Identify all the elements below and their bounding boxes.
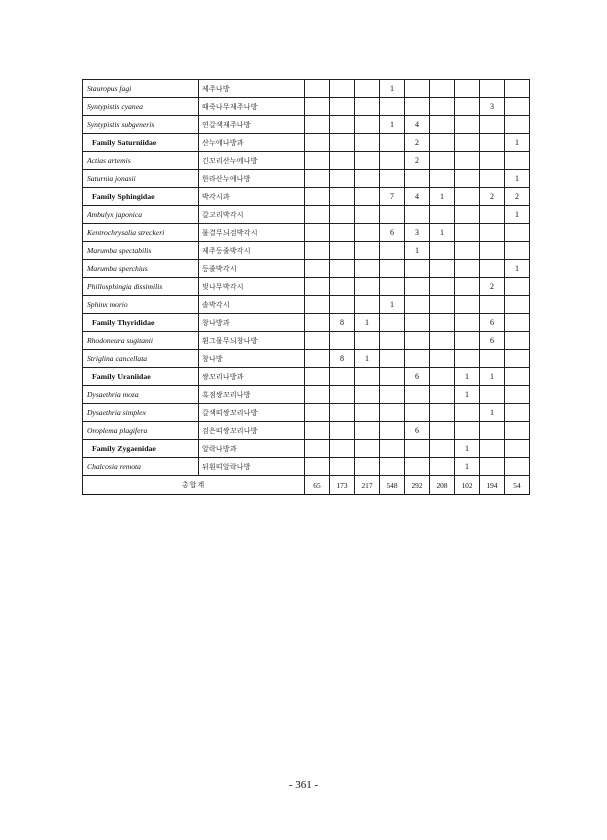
korean-name: 휜그물무늬창나방 bbox=[199, 332, 305, 350]
korean-name: 검은띠쌍꼬리나방 bbox=[199, 422, 305, 440]
count-cell bbox=[405, 332, 430, 350]
species-row bbox=[83, 98, 530, 116]
count-cell bbox=[305, 368, 330, 386]
count-cell bbox=[455, 206, 480, 224]
species-row bbox=[83, 332, 530, 350]
family-name: Family Thyrididae bbox=[83, 314, 199, 332]
scientific-name: Actias artemis bbox=[83, 152, 199, 170]
count-cell bbox=[505, 440, 530, 458]
count-cell bbox=[455, 260, 480, 278]
korean-name: 창나방 bbox=[199, 350, 305, 368]
count-cell bbox=[505, 314, 530, 332]
count-cell bbox=[430, 350, 455, 368]
count-cell bbox=[455, 80, 480, 98]
count-cell bbox=[380, 368, 405, 386]
korean-name: 산누에나방과 bbox=[199, 134, 305, 152]
count-cell bbox=[305, 350, 330, 368]
count-cell bbox=[305, 314, 330, 332]
count-cell: 6 bbox=[380, 224, 405, 242]
count-cell bbox=[405, 80, 430, 98]
scientific-name: Rhodoneura sugitanii bbox=[83, 332, 199, 350]
total-cell: 217 bbox=[355, 476, 380, 495]
count-cell bbox=[305, 116, 330, 134]
count-cell bbox=[505, 332, 530, 350]
count-cell: 1 bbox=[455, 458, 480, 476]
count-cell bbox=[355, 206, 380, 224]
total-cell: 173 bbox=[330, 476, 355, 495]
count-cell bbox=[355, 170, 380, 188]
korean-name: 벚나무박각시 bbox=[199, 278, 305, 296]
count-cell bbox=[405, 98, 430, 116]
count-cell bbox=[430, 260, 455, 278]
count-cell bbox=[305, 440, 330, 458]
count-cell bbox=[380, 386, 405, 404]
count-cell bbox=[330, 170, 355, 188]
total-cell: 292 bbox=[405, 476, 430, 495]
korean-name: 갈색띠쌍꼬리나방 bbox=[199, 404, 305, 422]
count-cell bbox=[480, 170, 505, 188]
count-cell bbox=[380, 170, 405, 188]
korean-name: 흑점쌍꼬리나방 bbox=[199, 386, 305, 404]
count-cell bbox=[355, 242, 380, 260]
count-cell bbox=[355, 116, 380, 134]
count-cell bbox=[330, 80, 355, 98]
count-cell bbox=[480, 242, 505, 260]
count-cell bbox=[405, 278, 430, 296]
count-cell bbox=[430, 368, 455, 386]
count-cell bbox=[380, 440, 405, 458]
count-cell: 6 bbox=[480, 332, 505, 350]
count-cell bbox=[505, 404, 530, 422]
scientific-name: Marumba spectabilis bbox=[83, 242, 199, 260]
count-cell bbox=[505, 458, 530, 476]
scientific-name: Dysaethria moza bbox=[83, 386, 199, 404]
count-cell: 1 bbox=[455, 368, 480, 386]
scientific-name: Sphinx morio bbox=[83, 296, 199, 314]
count-cell bbox=[380, 242, 405, 260]
korean-name: 물결무늬검박각시 bbox=[199, 224, 305, 242]
count-cell bbox=[355, 422, 380, 440]
total-cell: 194 bbox=[480, 476, 505, 495]
count-cell bbox=[305, 170, 330, 188]
count-cell bbox=[305, 296, 330, 314]
count-cell bbox=[355, 152, 380, 170]
count-cell bbox=[305, 152, 330, 170]
count-cell: 1 bbox=[355, 350, 380, 368]
scientific-name: Kentrochrysalia streckeri bbox=[83, 224, 199, 242]
count-cell bbox=[355, 332, 380, 350]
count-cell bbox=[355, 134, 380, 152]
korean-name: 알락나방과 bbox=[199, 440, 305, 458]
count-cell bbox=[380, 152, 405, 170]
count-cell bbox=[380, 134, 405, 152]
count-cell bbox=[455, 242, 480, 260]
scientific-name: Marumba sperchius bbox=[83, 260, 199, 278]
count-cell: 4 bbox=[405, 188, 430, 206]
count-cell bbox=[480, 350, 505, 368]
count-cell bbox=[430, 314, 455, 332]
count-cell bbox=[505, 116, 530, 134]
count-cell bbox=[305, 458, 330, 476]
count-cell bbox=[305, 404, 330, 422]
count-cell bbox=[330, 440, 355, 458]
count-cell: 1 bbox=[355, 314, 380, 332]
total-label: 총합계 bbox=[83, 476, 305, 495]
scientific-name: Saturnia jonasii bbox=[83, 170, 199, 188]
korean-name: 긴꼬리산누에나방 bbox=[199, 152, 305, 170]
species-row bbox=[83, 296, 530, 314]
count-cell bbox=[405, 440, 430, 458]
count-cell bbox=[405, 170, 430, 188]
count-cell bbox=[330, 98, 355, 116]
species-row bbox=[83, 278, 530, 296]
count-cell bbox=[355, 386, 380, 404]
count-cell bbox=[480, 224, 505, 242]
count-cell bbox=[405, 260, 430, 278]
count-cell bbox=[380, 278, 405, 296]
count-cell bbox=[330, 458, 355, 476]
count-cell bbox=[330, 422, 355, 440]
count-cell bbox=[480, 206, 505, 224]
count-cell bbox=[430, 116, 455, 134]
korean-name: 한라산누에나방 bbox=[199, 170, 305, 188]
family-row bbox=[83, 134, 530, 152]
count-cell bbox=[480, 386, 505, 404]
species-row bbox=[83, 350, 530, 368]
count-cell: 1 bbox=[505, 206, 530, 224]
count-cell bbox=[330, 224, 355, 242]
count-cell bbox=[330, 260, 355, 278]
total-cell: 65 bbox=[305, 476, 330, 495]
count-cell bbox=[505, 350, 530, 368]
count-cell bbox=[430, 404, 455, 422]
species-row bbox=[83, 386, 530, 404]
scientific-name: Chalcosia remota bbox=[83, 458, 199, 476]
count-cell bbox=[505, 386, 530, 404]
count-cell bbox=[480, 440, 505, 458]
count-cell: 2 bbox=[505, 188, 530, 206]
count-cell bbox=[380, 422, 405, 440]
count-cell bbox=[305, 386, 330, 404]
count-cell bbox=[505, 278, 530, 296]
species-row bbox=[83, 422, 530, 440]
count-cell bbox=[330, 134, 355, 152]
count-cell bbox=[355, 188, 380, 206]
count-cell bbox=[430, 170, 455, 188]
family-row bbox=[83, 440, 530, 458]
count-cell bbox=[330, 116, 355, 134]
count-cell bbox=[355, 458, 380, 476]
count-cell bbox=[480, 80, 505, 98]
species-row bbox=[83, 80, 530, 98]
count-cell: 1 bbox=[380, 116, 405, 134]
count-cell bbox=[455, 332, 480, 350]
korean-name: 제주나방 bbox=[199, 80, 305, 98]
count-cell: 1 bbox=[505, 260, 530, 278]
count-cell bbox=[355, 440, 380, 458]
count-cell bbox=[380, 206, 405, 224]
count-cell bbox=[430, 152, 455, 170]
count-cell: 1 bbox=[430, 224, 455, 242]
count-cell bbox=[330, 206, 355, 224]
korean-name: 창나방과 bbox=[199, 314, 305, 332]
count-cell: 2 bbox=[405, 134, 430, 152]
family-name: Family Uraniidae bbox=[83, 368, 199, 386]
count-cell bbox=[305, 80, 330, 98]
species-row bbox=[83, 242, 530, 260]
count-cell bbox=[430, 278, 455, 296]
korean-name: 갈고리박각시 bbox=[199, 206, 305, 224]
count-cell bbox=[305, 260, 330, 278]
count-cell bbox=[355, 260, 380, 278]
count-cell bbox=[505, 242, 530, 260]
korean-name: 뒤흰띠알락나방 bbox=[199, 458, 305, 476]
count-cell bbox=[480, 422, 505, 440]
count-cell bbox=[330, 332, 355, 350]
count-cell bbox=[455, 134, 480, 152]
total-cell: 54 bbox=[505, 476, 530, 495]
count-cell: 8 bbox=[330, 314, 355, 332]
count-cell bbox=[430, 98, 455, 116]
korean-name: 연갈색재주나방 bbox=[199, 116, 305, 134]
count-cell bbox=[455, 188, 480, 206]
count-cell: 1 bbox=[380, 296, 405, 314]
count-cell bbox=[505, 368, 530, 386]
count-cell: 2 bbox=[405, 152, 430, 170]
count-cell bbox=[405, 206, 430, 224]
korean-name: 등줄박각시 bbox=[199, 260, 305, 278]
count-cell bbox=[480, 260, 505, 278]
count-cell bbox=[355, 296, 380, 314]
page-number: - 361 - bbox=[288, 779, 319, 791]
count-cell bbox=[430, 206, 455, 224]
count-cell bbox=[330, 404, 355, 422]
species-row bbox=[83, 170, 530, 188]
count-cell: 2 bbox=[480, 188, 505, 206]
count-cell bbox=[405, 386, 430, 404]
scientific-name: Syntypistis cyanea bbox=[83, 98, 199, 116]
count-cell bbox=[430, 386, 455, 404]
count-cell bbox=[330, 368, 355, 386]
count-cell bbox=[480, 458, 505, 476]
count-cell bbox=[480, 152, 505, 170]
count-cell bbox=[405, 350, 430, 368]
count-cell bbox=[305, 332, 330, 350]
species-row bbox=[83, 404, 530, 422]
count-cell: 1 bbox=[430, 188, 455, 206]
count-cell bbox=[305, 224, 330, 242]
count-cell bbox=[355, 404, 380, 422]
count-cell bbox=[330, 278, 355, 296]
scientific-name: Phillosphingia dissimilis bbox=[83, 278, 199, 296]
count-cell bbox=[405, 404, 430, 422]
count-cell bbox=[305, 206, 330, 224]
count-cell bbox=[455, 98, 480, 116]
count-cell: 4 bbox=[405, 116, 430, 134]
count-cell: 1 bbox=[505, 170, 530, 188]
count-cell: 1 bbox=[480, 368, 505, 386]
count-cell: 6 bbox=[405, 368, 430, 386]
count-cell: 2 bbox=[480, 278, 505, 296]
count-cell bbox=[505, 152, 530, 170]
count-cell bbox=[305, 422, 330, 440]
total-cell: 208 bbox=[430, 476, 455, 495]
count-cell bbox=[355, 98, 380, 116]
count-cell bbox=[330, 296, 355, 314]
count-cell bbox=[505, 296, 530, 314]
count-cell bbox=[480, 134, 505, 152]
species-row bbox=[83, 152, 530, 170]
count-cell bbox=[330, 386, 355, 404]
korean-name: 제주등줄박각시 bbox=[199, 242, 305, 260]
count-cell bbox=[380, 332, 405, 350]
count-cell bbox=[455, 116, 480, 134]
count-cell: 1 bbox=[380, 80, 405, 98]
species-row bbox=[83, 206, 530, 224]
family-name: Family Saturniidae bbox=[83, 134, 199, 152]
count-cell bbox=[455, 314, 480, 332]
count-cell bbox=[380, 458, 405, 476]
count-cell bbox=[430, 242, 455, 260]
count-cell bbox=[505, 80, 530, 98]
total-row bbox=[83, 476, 530, 495]
count-cell: 3 bbox=[480, 98, 505, 116]
scientific-name: Stauropus fagi bbox=[83, 80, 199, 98]
count-cell: 7 bbox=[380, 188, 405, 206]
korean-name: 쌍꼬리나방과 bbox=[199, 368, 305, 386]
scientific-name: Dysaethria simplex bbox=[83, 404, 199, 422]
korean-name: 박각시과 bbox=[199, 188, 305, 206]
table-body bbox=[83, 80, 530, 495]
count-cell bbox=[430, 440, 455, 458]
family-row bbox=[83, 314, 530, 332]
species-row bbox=[83, 458, 530, 476]
count-cell bbox=[330, 188, 355, 206]
species-row bbox=[83, 260, 530, 278]
count-cell bbox=[455, 296, 480, 314]
count-cell: 1 bbox=[405, 242, 430, 260]
count-cell bbox=[305, 98, 330, 116]
count-cell bbox=[430, 422, 455, 440]
total-cell: 102 bbox=[455, 476, 480, 495]
count-cell bbox=[380, 314, 405, 332]
count-cell bbox=[455, 170, 480, 188]
korean-name: 솔박각시 bbox=[199, 296, 305, 314]
count-cell: 6 bbox=[480, 314, 505, 332]
count-cell bbox=[355, 278, 380, 296]
total-cell: 548 bbox=[380, 476, 405, 495]
count-cell bbox=[505, 224, 530, 242]
scientific-name: Striglina cancellata bbox=[83, 350, 199, 368]
count-cell: 1 bbox=[455, 440, 480, 458]
count-cell bbox=[405, 314, 430, 332]
count-cell bbox=[455, 278, 480, 296]
count-cell bbox=[380, 404, 405, 422]
family-row bbox=[83, 368, 530, 386]
count-cell: 6 bbox=[405, 422, 430, 440]
family-name: Family Sphingidae bbox=[83, 188, 199, 206]
count-cell bbox=[355, 224, 380, 242]
count-cell bbox=[505, 98, 530, 116]
korean-name: 때죽나무재주나방 bbox=[199, 98, 305, 116]
count-cell bbox=[455, 422, 480, 440]
count-cell bbox=[330, 152, 355, 170]
count-cell bbox=[305, 188, 330, 206]
scientific-name: Syntypistis subgeneris bbox=[83, 116, 199, 134]
species-row bbox=[83, 116, 530, 134]
count-cell bbox=[305, 242, 330, 260]
count-cell: 8 bbox=[330, 350, 355, 368]
count-cell bbox=[455, 350, 480, 368]
species-count-table bbox=[82, 79, 530, 495]
count-cell: 1 bbox=[455, 386, 480, 404]
count-cell bbox=[430, 134, 455, 152]
count-cell: 1 bbox=[480, 404, 505, 422]
count-cell bbox=[430, 80, 455, 98]
scientific-name: Ambulyx japonica bbox=[83, 206, 199, 224]
count-cell bbox=[380, 98, 405, 116]
count-cell bbox=[455, 152, 480, 170]
count-cell bbox=[455, 404, 480, 422]
count-cell bbox=[380, 350, 405, 368]
family-row bbox=[83, 188, 530, 206]
count-cell bbox=[430, 332, 455, 350]
count-cell bbox=[430, 296, 455, 314]
count-cell bbox=[405, 458, 430, 476]
family-name: Family Zygaenidae bbox=[83, 440, 199, 458]
count-cell: 3 bbox=[405, 224, 430, 242]
count-cell bbox=[405, 296, 430, 314]
count-cell bbox=[355, 368, 380, 386]
count-cell bbox=[305, 278, 330, 296]
count-cell bbox=[505, 422, 530, 440]
count-cell bbox=[430, 458, 455, 476]
scientific-name: Oroplema plagifera bbox=[83, 422, 199, 440]
count-cell bbox=[355, 80, 380, 98]
count-cell bbox=[305, 134, 330, 152]
count-cell bbox=[455, 224, 480, 242]
species-row bbox=[83, 224, 530, 242]
count-cell bbox=[380, 260, 405, 278]
count-cell: 1 bbox=[505, 134, 530, 152]
count-cell bbox=[480, 296, 505, 314]
count-cell bbox=[480, 116, 505, 134]
count-cell bbox=[330, 242, 355, 260]
